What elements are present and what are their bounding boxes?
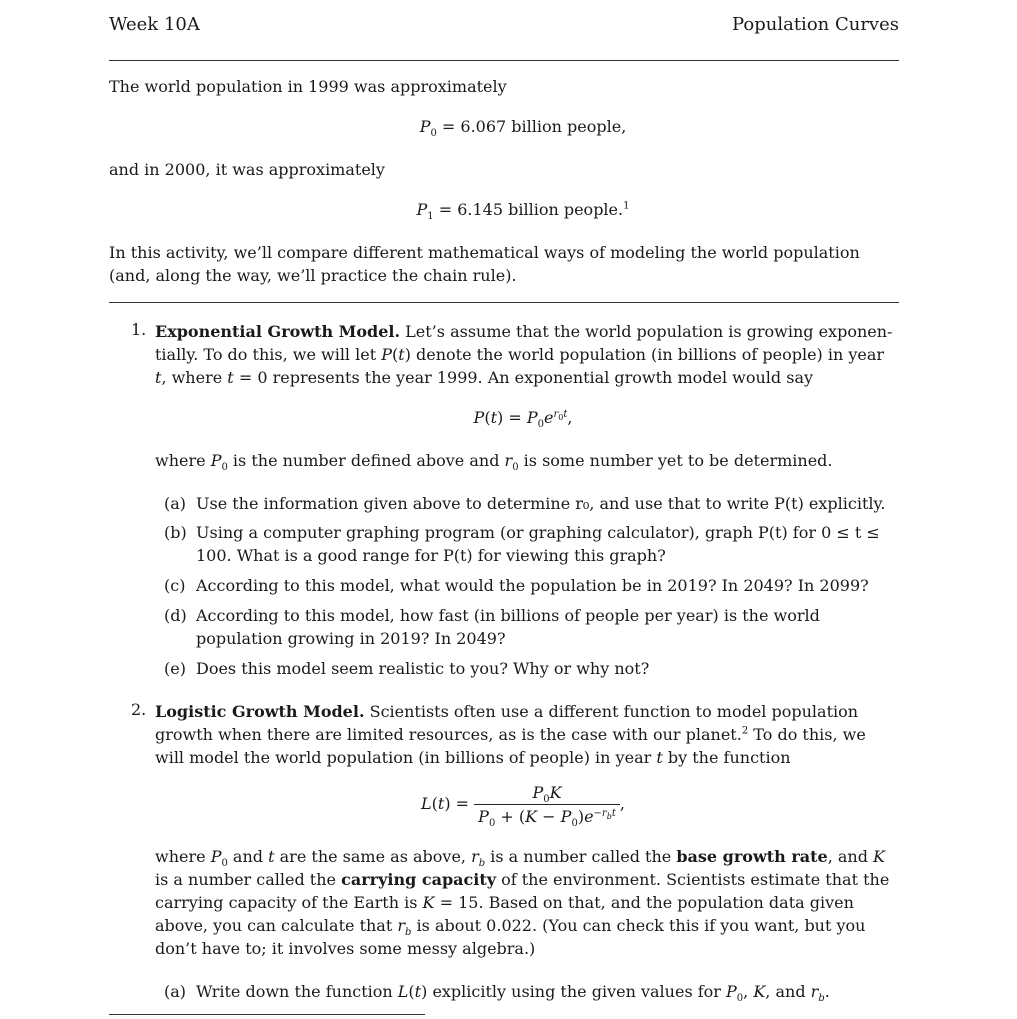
- term-base-growth-rate: base growth rate: [676, 847, 828, 866]
- header-week: Week 10A: [109, 14, 200, 35]
- p1-value: 6.145 billion people.: [457, 200, 624, 219]
- problem-2-statement: Logistic Growth Model. Scientists often use a different function to model population growth when there are limited resources, as is the case with our planet.$^2$ To do this, we will model the world population (in billions of people) in year t by the function: [155, 702, 866, 767]
- p0-value: 6.067 billion people,: [460, 117, 627, 136]
- equation-logistic: L(t) = $\frac{P_0K}{P_0 + (K - P_0)e^{-r_bt}}$ ,: [421, 783, 625, 830]
- equation-exponential: $P(t) = P_0e^{r_0t}$,: [473, 408, 573, 431]
- section-rule: [109, 302, 899, 303]
- problem-2-paragraph: where $P_0$ and t are the same as above, $r_b$ is a number called the base growth rate, and K is a number called the carrying capacity of the environment. Scientists estimate that the carrying capacity of the Earth is K = 15. Based on that, and the population data given above, you can calculate that $r_b$ is about 0.022. (You can check this if you want, but you don’t have to; it involves some messy algebra.): [155, 847, 890, 958]
- page-header: [109, 14, 899, 44]
- intro-paragraph: In this activity, we’ll compare different mathematical ways of modeling the world population (and, along the way, we’ll practice the chain rule).: [109, 243, 860, 285]
- problem-1-number: 1.: [131, 320, 147, 339]
- footnote-rule: [109, 1014, 425, 1015]
- header-rule: [109, 60, 899, 61]
- intro-line-2: and in 2000, it was approximately: [109, 160, 385, 179]
- footnote-marker-1: 1: [623, 200, 630, 212]
- problem-1-after-equation: where $P_0$ is the number defined above and $r_0$ is some number yet to be determined.: [155, 451, 833, 474]
- equation-p1: $P_1 = 6.145$ billion people.$^1$: [416, 200, 630, 223]
- header-title: Population Curves: [732, 14, 899, 35]
- footnote-marker-2: 2: [741, 725, 749, 737]
- term-carrying-capacity: carrying capacity: [341, 870, 496, 889]
- problem-1-statement: Exponential Growth Model. Let’s assume that the world population is growing exponen- tially. To do this, we will let P(t) denote the world population (in billions of people) in year t, where t = 0 represents the year 1999. An exponential growth model would say: [155, 322, 893, 387]
- intro-line-1: The world population in 1999 was approximately: [109, 77, 507, 96]
- problem-2-number: 2.: [131, 700, 147, 719]
- equation-p0: $P_0 = 6.067$ billion people,: [419, 117, 627, 140]
- problem-2-title: Logistic Growth Model.: [155, 702, 365, 721]
- document-page: Week 10A Population Curves The world population in 1999 was approximately $P_0 = 6.067$ billion people, and in 2000, it was approximately $P_1 = 6.145$ billion people.$^1$ In this activity, we’ll compare different mathematical ways of modeling the world population (and, along the way, we’ll practice the chain rule). 1. Exponential Growth Model. Let’s assume that the world population is growing exponen- tially. To do this, we will let P(t) denote the world population (in billions of people) in year t, where t = 0 represents the year 1999. An exponential growth model would say $P(t) = P_0e^{r_0t}$, where $P_0$ is the number defined above and $r_0$ is some number yet to be determined. (a) Use the information given above to determine r₀, and use that to write P(t) explicitly. (b) Using a computer graphing program (or graphing calculator), graph P(t) for 0 ≤ t ≤ 100. What is a good range for P(t) for viewing this graph? (c) According to this model, what would the population be in 2019? In 2049? In 2099? (d) According to this model, how fast (in billions of people per year) is the world population growing in 2019? In 2049? (e) Does this model seem realistic to you? Why or why not? 2. Logistic Growth Model. Scientists often use a different function to model population growth when there are limited resources, as is the case with our planet.$^2$ To do this, we will model the world population (in billions of people) in year t by the function L(t) = $\frac{P_0K}{P_0 + (K - P_0)e^{-r_bt}}$ , where $P_0$ and t are the same as above, $r_b$ is a number called the base growth rate, and K is a number called the carrying capacity of the environment. Scientists estimate that the carrying capacity of the Earth is K = 15. Based on that, and the population data given above, you can calculate that $r_b$ is about 0.022. (You can check this if you want, but you don’t have to; it involves some messy algebra.) (a) Write down the function L(t) explicitly using the given values for $P_0$, K, and $r_b$.: [109, 0, 899, 1019]
- problem-1-title: Exponential Growth Model.: [155, 322, 401, 341]
- logistic-fraction: $\frac{P_0K}{P_0 + (K - P_0)e^{-r_bt}}$: [474, 783, 620, 826]
